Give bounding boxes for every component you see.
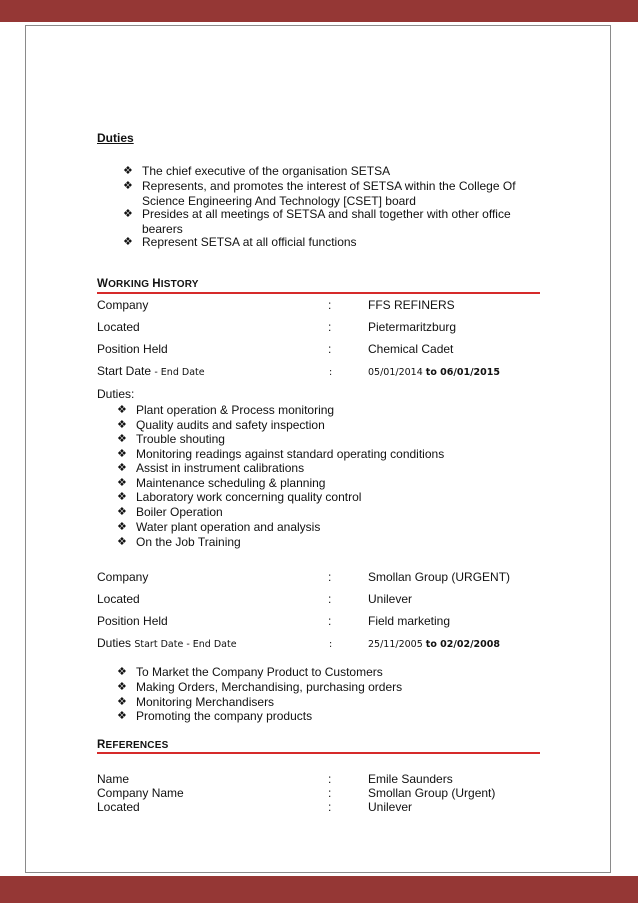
colon: :: [329, 639, 333, 650]
duties-item: ❖ Presides at all meetings of SETSA and shall together with other office bearers: [123, 207, 511, 236]
diamond-bullet-icon: ❖: [117, 521, 127, 533]
colon: :: [328, 298, 332, 312]
colon: :: [329, 367, 333, 378]
job2-company-value: Smollan Group (URGENT): [368, 570, 511, 584]
ref-located-label: Located: [97, 800, 140, 814]
diamond-bullet-icon: ❖: [117, 418, 127, 431]
colon: :: [328, 786, 332, 800]
diamond-bullet-icon: ❖: [117, 696, 127, 708]
job1-position-value: Chemical Cadet: [368, 342, 454, 356]
job2-duty-item: ❖ To Market the Company Product to Customers: [117, 665, 383, 679]
diamond-bullet-icon: ❖: [123, 208, 133, 220]
job2-position-label: Position Held: [97, 614, 168, 628]
colon: :: [328, 592, 332, 606]
diamond-bullet-icon: ❖: [123, 236, 133, 248]
job2-duty-item: ❖ Promoting the company products: [117, 709, 313, 723]
colon: :: [328, 614, 332, 628]
job1-duty-item: ❖ Boiler Operation: [117, 505, 223, 519]
job1-duty-item: ❖ Plant operation & Process monitoring: [117, 403, 335, 417]
job1-company-label: Company: [97, 298, 149, 312]
top-border-bar: [0, 0, 638, 22]
diamond-bullet-icon: ❖: [123, 180, 133, 192]
references-heading: REFERENCES: [97, 739, 169, 751]
job1-located-value: Pietermaritzburg: [368, 320, 457, 334]
diamond-bullet-icon: ❖: [117, 433, 127, 445]
job1-company-value: FFS REFINERS: [368, 298, 455, 312]
job1-position-label: Position Held: [97, 342, 168, 356]
job1-duty-item: ❖ Water plant operation and analysis: [117, 520, 321, 534]
section-rule: [97, 292, 540, 294]
job2-date-label: Duties Start Date - End Date: [97, 636, 237, 650]
diamond-bullet-icon: ❖: [117, 681, 127, 693]
diamond-bullet-icon: ❖: [123, 165, 133, 177]
section-rule: [97, 752, 540, 754]
colon: :: [328, 570, 332, 584]
job2-position-value: Field marketing: [368, 614, 451, 628]
diamond-bullet-icon: ❖: [117, 536, 127, 548]
duties-item: ❖ Represents, and promotes the interest of SETSA within the College Of Science Engineering And Technology [CSET] board: [123, 179, 516, 208]
diamond-bullet-icon: ❖: [117, 710, 127, 722]
job1-duties-label: Duties:: [97, 387, 135, 401]
job1-duty-item: ❖ Trouble shouting: [117, 432, 225, 446]
diamond-bullet-icon: ❖: [117, 666, 127, 678]
colon: :: [328, 772, 332, 786]
working-history-heading: WORKING HISTORY: [97, 278, 199, 290]
ref-name-label: Name: [97, 772, 130, 786]
diamond-bullet-icon: ❖: [117, 447, 127, 460]
job1-duty-item: ❖ On the Job Training: [117, 535, 241, 549]
diamond-bullet-icon: ❖: [117, 506, 127, 518]
job2-dates: 25/11/2005 to 02/02/2008: [368, 639, 500, 650]
ref-company-value: Smollan Group (Urgent): [368, 786, 496, 800]
job1-duty-item: ❖ Assist in instrument calibrations: [117, 461, 305, 475]
diamond-bullet-icon: ❖: [117, 476, 127, 489]
job1-duty-item: ❖ Quality audits and safety inspection: [117, 417, 325, 432]
job2-duty-item: ❖ Monitoring Merchandisers: [117, 695, 275, 709]
job1-duty-item: ❖ Monitoring readings against standard operating conditions: [117, 446, 445, 461]
duties-title: Duties: [97, 131, 134, 145]
job1-duty-item: ❖ Laboratory work concerning quality control: [117, 490, 362, 504]
diamond-bullet-icon: ❖: [117, 462, 127, 474]
bottom-border-bar: [0, 876, 638, 903]
job2-located-value: Unilever: [368, 592, 413, 606]
colon: :: [328, 800, 332, 814]
job1-duty-item: ❖ Maintenance scheduling & planning: [117, 475, 326, 490]
job2-duty-item: ❖ Making Orders, Merchandising, purchasing orders: [117, 680, 403, 694]
colon: :: [328, 320, 332, 334]
job2-company-label: Company: [97, 570, 149, 584]
duties-item: ❖ Represent SETSA at all official functions: [123, 235, 357, 249]
colon: :: [328, 342, 332, 356]
job2-located-label: Located: [97, 592, 140, 606]
job1-date-label: Start Date - End Date: [97, 364, 205, 378]
ref-company-label: Company Name: [97, 786, 184, 800]
duties-item: ❖ The chief executive of the organisation SETSA: [123, 164, 391, 178]
ref-located-value: Unilever: [368, 800, 413, 814]
ref-name-value: Emile Saunders: [368, 772, 453, 786]
job1-dates: 05/01/2014 to 06/01/2015: [368, 367, 500, 378]
job1-located-label: Located: [97, 320, 140, 334]
diamond-bullet-icon: ❖: [117, 404, 127, 416]
diamond-bullet-icon: ❖: [117, 491, 127, 503]
